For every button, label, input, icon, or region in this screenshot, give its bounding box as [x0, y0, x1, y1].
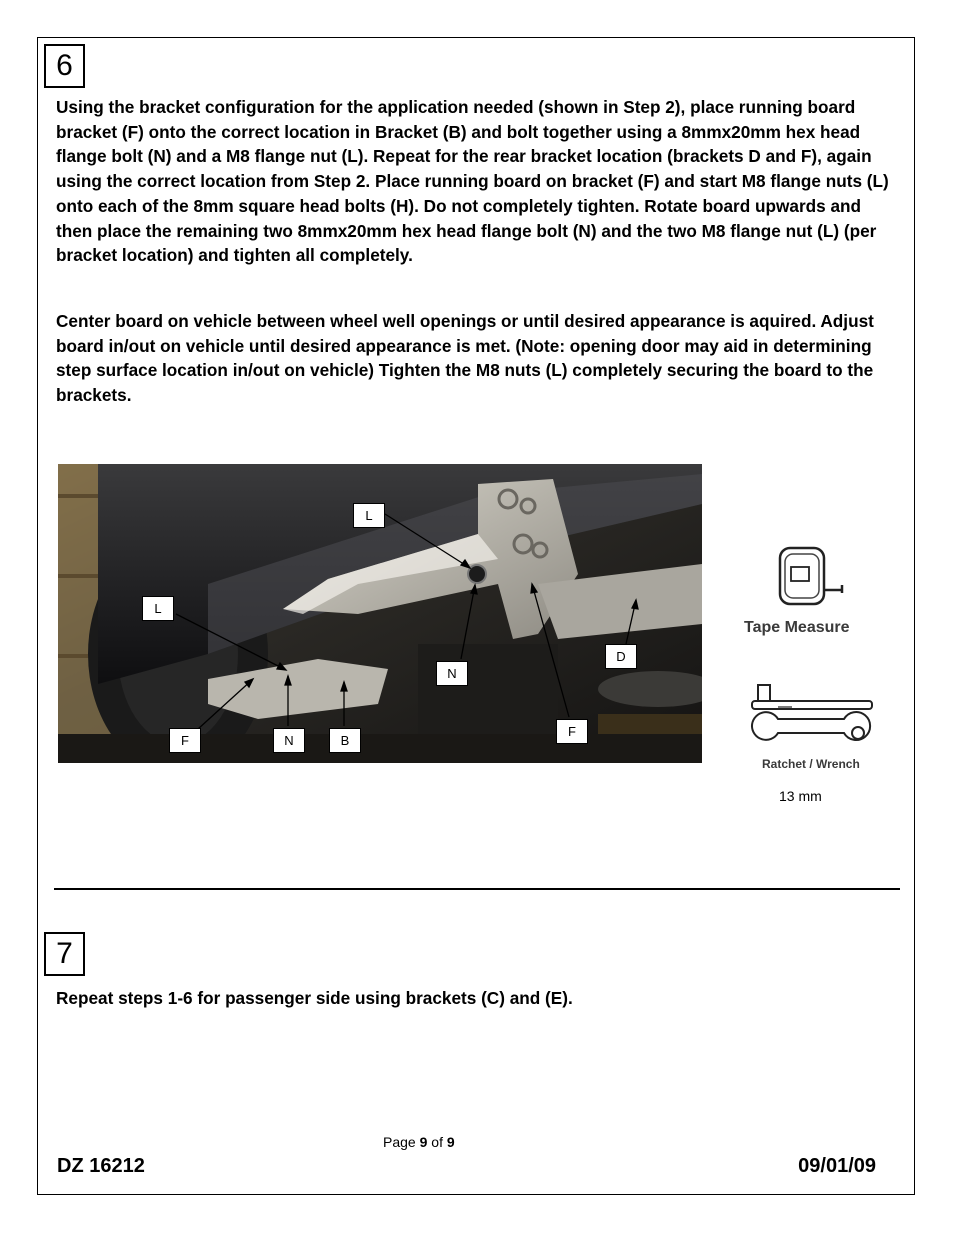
callout-l-left: L: [142, 596, 174, 621]
callout-n-mid: N: [436, 661, 468, 686]
callout-l-top: L: [353, 503, 385, 528]
tape-measure-icon: [778, 545, 848, 612]
step-6-number: 6: [44, 44, 85, 88]
tape-measure-label: Tape Measure: [744, 619, 850, 636]
page-number: Page 9 of 9: [383, 1134, 455, 1150]
ratchet-wrench-label: Ratchet / Wrench: [762, 757, 860, 771]
callout-d: D: [605, 644, 637, 669]
step-7-number: 7: [44, 932, 85, 976]
callout-n-bottom: N: [273, 728, 305, 753]
wrench-size-label: 13 mm: [779, 788, 822, 804]
section-divider: [54, 888, 900, 890]
callout-f-left: F: [169, 728, 201, 753]
callout-b: B: [329, 728, 361, 753]
ratchet-wrench-icon: [748, 683, 876, 758]
step-6-adjustment-note: Center board on vehicle between wheel well openings or until desired appearance is aquired. Adjust board in/out on vehicle until desired appearance is met. (Note: opening door may aid in determining step surface location in/out on vehicle) Tighten the M8 nuts (L) completely securing the board to the brackets.: [56, 311, 874, 406]
document-date: 09/01/09: [798, 1155, 876, 1177]
step-6-instructions: Using the bracket configuration for the application needed (shown in Step 2), place running board bracket (F) onto the correct location in Bracket (B) and bolt together using a 8mmx20mm hex head flange bolt (N) and a M8 flange nut (L). Repeat for the rear bracket location (brackets D and F), again using the correct location from Step 2. Place running board on bracket (F) and start M8 flange nuts (L) onto each of the 8mm square head bolts (H). Do not completely tighten. Rotate board upwards and then place the remaining two 8mmx20mm hex head flange bolt (N) and the two M8 flange nut (L) (per bracket location) and tighten all completely.: [56, 97, 889, 266]
step-7-instructions: Repeat steps 1-6 for passenger side using brackets (C) and (E).: [56, 988, 573, 1008]
document-number: DZ 16212: [57, 1155, 145, 1177]
callout-f-right: F: [556, 719, 588, 744]
